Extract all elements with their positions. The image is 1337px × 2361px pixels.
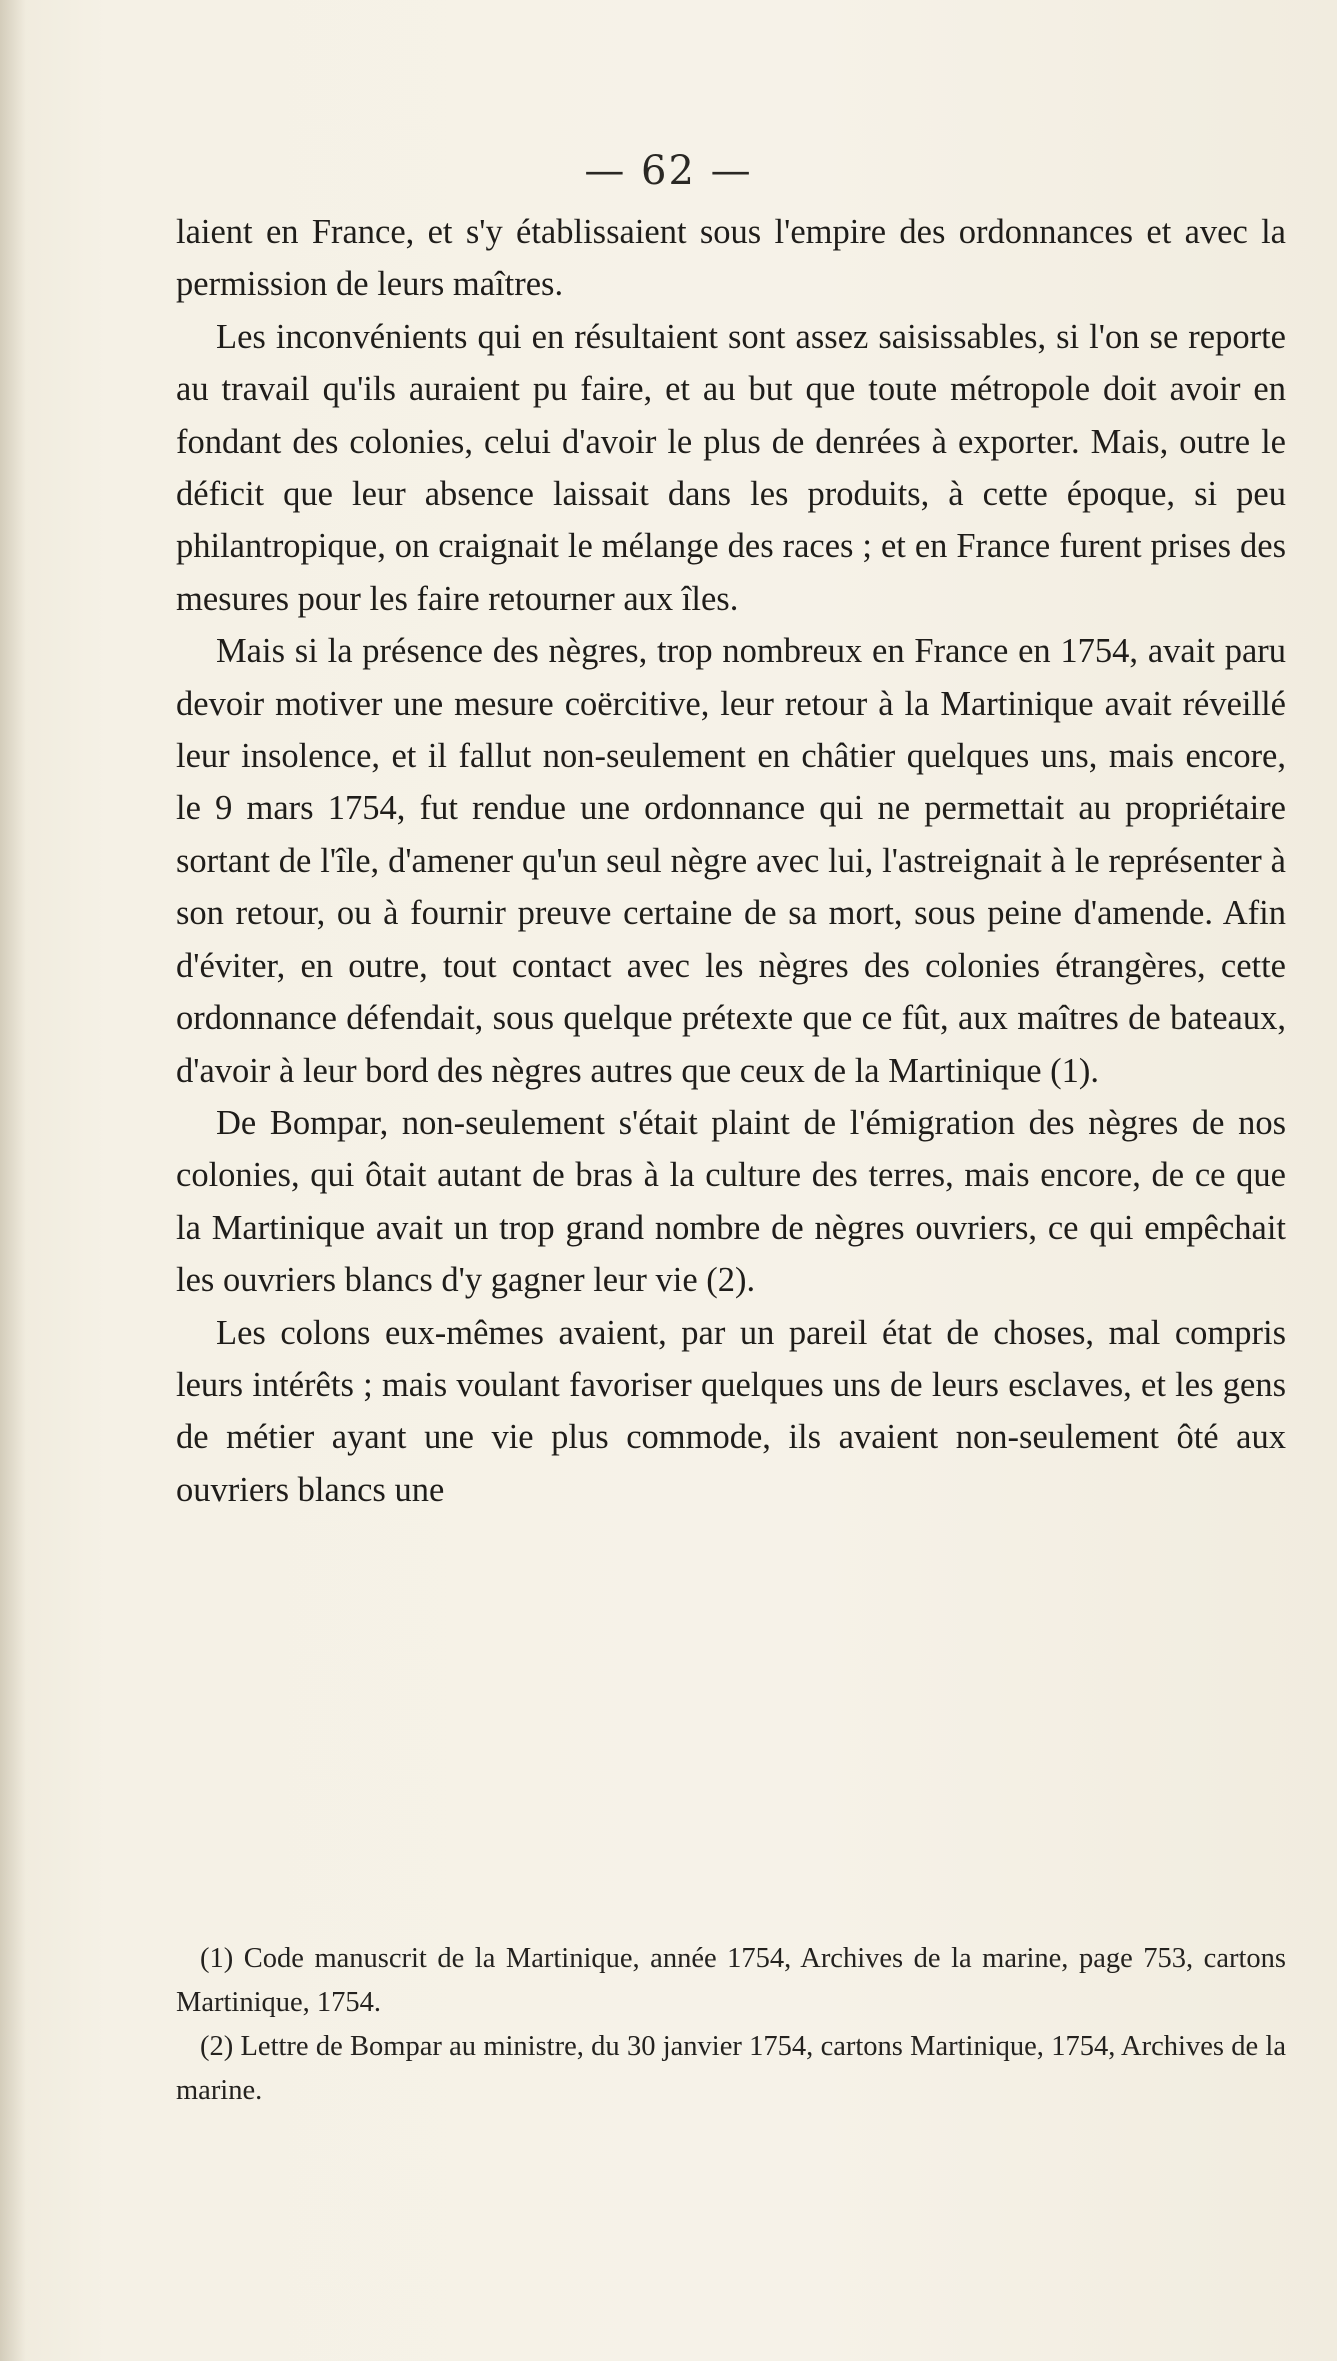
binding-shadow — [0, 0, 26, 2361]
paragraph: Mais si la présence des nègres, trop nombreux en France en 1754, avait paru devoir motiver une mesure coërcitive, leur retour à la Martinique avait réveillé leur insolence, et il fallut non-seulement en châtier quelques uns, mais encore, le 9 mars 1754, fut rendue une ordonnance qui ne permettait au propriétaire sortant de l'île, d'amener qu'un seul nègre avec lui, l'astreignait à le représenter à son retour, ou à fournir preuve certaine de sa mort, sous peine d'amende. Afin d'éviter, en outre, tout contact avec les nègres des colonies étrangères, cette ordonnance défendait, sous quelque prétexte que ce fût, aux maîtres de bateaux, d'avoir à leur bord des nègres autres que ceux de la Martinique (1). — [176, 632, 1286, 1090]
paragraph: Les inconvénients qui en résultaient sont assez saisissables, si l'on se reporte au travail qu'ils auraient pu faire, et au but que toute métropole doit avoir en fondant des colonies, celui d'avoir le plus de denrées à exporter. Mais, outre le déficit que leur absence laissait dans les produits, à cette époque, si peu philantropique, on craignait le mélange des races ; et en France furent prises des mesures pour les faire retourner aux îles. — [176, 317, 1286, 618]
footnote-2: (2) Lettre de Bompar au ministre, du 30 janvier 1754, cartons Martinique, 1754, Archives de la marine. — [176, 2031, 1286, 2106]
footnote-1: (1) Code manuscrit de la Martinique, année 1754, Archives de la marine, page 753, cartons Martinique, 1754. — [176, 1943, 1286, 2018]
paragraph-continuation: laient en France, et s'y établissaient sous l'empire des ordonnances et avec la permission de leurs maîtres. — [176, 213, 1286, 304]
footnotes — [176, 1937, 1286, 2113]
main-text — [176, 206, 1286, 1516]
paragraph: Les colons eux-mêmes avaient, par un pareil état de choses, mal compris leurs intérêts ; mais voulant favoriser quelques uns de leurs esclaves, et les gens de métier ayant une vie plus commode, ils avaient non-seulement ôté aux ouvriers blancs une — [176, 1313, 1286, 1509]
paragraph: De Bompar, non-seulement s'était plaint de l'émigration des nègres de nos colonies, qui ôtait autant de bras à la culture des terres, mais encore, de ce que la Martinique avait un trop grand nombre de nègres ouvriers, ce qui empêchait les ouvriers blancs d'y gagner leur vie (2). — [176, 1103, 1286, 1300]
page-number: — 62 — — [584, 148, 753, 194]
